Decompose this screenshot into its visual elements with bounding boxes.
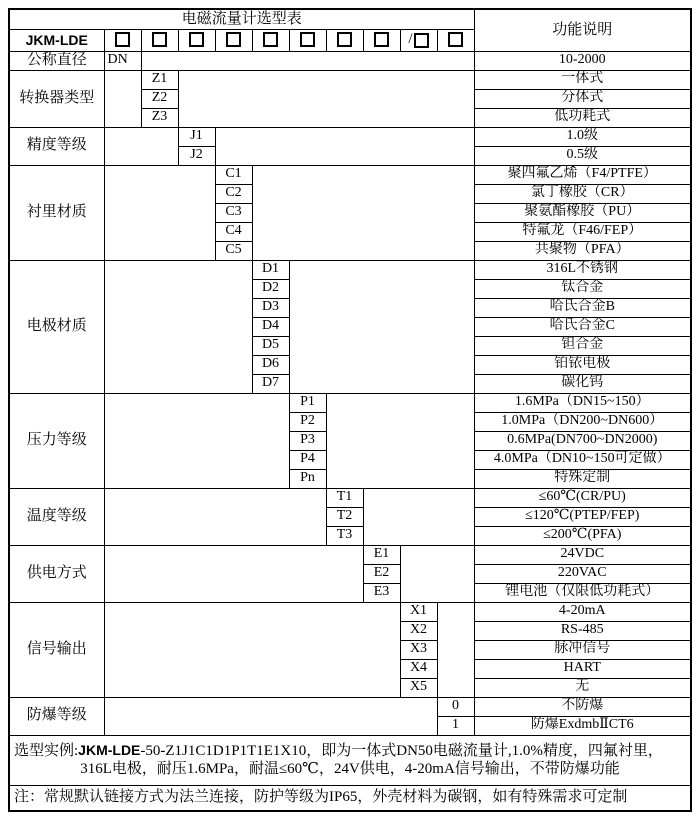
checkbox-icon (337, 32, 352, 47)
blank-cell (400, 545, 474, 602)
desc-cell: ≤60℃(CR/PU) (474, 488, 691, 507)
section-label-nominal-diameter: 公称直径 (9, 51, 104, 70)
checkbox-icon (374, 32, 389, 47)
desc-cell: 聚四氟乙烯（F4/PTFE） (474, 165, 691, 184)
desc-cell: 10-2000 (474, 51, 691, 70)
note-row (9, 785, 691, 811)
desc-cell: 防爆ExdmbⅡCT6 (474, 716, 691, 735)
blank-cell (141, 51, 474, 70)
example-row (9, 735, 691, 785)
model-code-cell (178, 29, 215, 51)
table-row (9, 260, 691, 279)
section-label-accuracy-class: 精度等级 (9, 127, 104, 165)
table-row (9, 165, 691, 184)
selection-example (9, 735, 691, 785)
desc-cell: 24VDC (474, 545, 691, 564)
desc-cell: 碳化钨 (474, 374, 691, 393)
code-cell: X2 (400, 621, 437, 640)
blank-cell (104, 602, 400, 697)
blank-cell (104, 393, 289, 488)
model-code-cell (252, 29, 289, 51)
example-line1 (14, 742, 686, 760)
model-prefix: JKM-LDE (9, 29, 104, 51)
code-cell: T1 (326, 488, 363, 507)
code-cell: D5 (252, 336, 289, 355)
checkbox-icon (115, 32, 130, 47)
section-label-pressure-rating: 压力等级 (9, 393, 104, 488)
example-line1-rest: -50-Z1J1C1D1P1T1E1X10，即为一体式DN50电磁流量计,1.0%精度，四氟衬里， (140, 743, 663, 760)
code-cell: E2 (363, 564, 400, 583)
code-cell: J2 (178, 146, 215, 165)
desc-cell: 脉冲信号 (474, 640, 691, 659)
desc-cell: 共聚物（PFA） (474, 241, 691, 260)
page-title: 电磁流量计选型表 (9, 9, 474, 29)
blank-cell (178, 70, 474, 127)
blank-cell (104, 488, 326, 545)
desc-cell: RS-485 (474, 621, 691, 640)
model-code-cell (215, 29, 252, 51)
table-row (9, 697, 691, 716)
section-label-converter-type: 转换器类型 (9, 70, 104, 127)
desc-cell: ≤120℃(PTEP/FEP) (474, 507, 691, 526)
desc-cell: ≤200℃(PFA) (474, 526, 691, 545)
code-cell: D2 (252, 279, 289, 298)
desc-cell: 钛合金 (474, 279, 691, 298)
desc-cell: 特氟龙（F46/FEP） (474, 222, 691, 241)
desc-cell: 1.6MPa（DN15~150） (474, 393, 691, 412)
checkbox-icon (189, 32, 204, 47)
model-code-cell (400, 29, 437, 51)
table-row (9, 393, 691, 412)
code-cell: D3 (252, 298, 289, 317)
code-cell: D1 (252, 260, 289, 279)
code-cell: E1 (363, 545, 400, 564)
desc-cell: 铂铱电极 (474, 355, 691, 374)
checkbox-icon (300, 32, 315, 47)
desc-cell: 1.0级 (474, 127, 691, 146)
table-row (9, 488, 691, 507)
model-code-cell (141, 29, 178, 51)
model-code-cell (363, 29, 400, 51)
model-code-cell (326, 29, 363, 51)
checkbox-icon (448, 32, 463, 47)
section-label-liner-material: 衬里材质 (9, 165, 104, 260)
blank-cell (289, 260, 474, 393)
code-cell: C4 (215, 222, 252, 241)
blank-cell (326, 393, 474, 488)
blank-cell (104, 545, 363, 602)
code-cell: Z3 (141, 108, 178, 127)
code-cell: P2 (289, 412, 326, 431)
checkbox-icon (152, 32, 167, 47)
code-cell: X1 (400, 602, 437, 621)
model-code-cell (289, 29, 326, 51)
desc-cell: 1.0MPa（DN200~DN600） (474, 412, 691, 431)
desc-cell: 低功耗式 (474, 108, 691, 127)
code-cell: 1 (437, 716, 474, 735)
code-cell: 0 (437, 697, 474, 716)
selection-table (8, 8, 692, 812)
code-cell: C1 (215, 165, 252, 184)
blank-cell (252, 165, 474, 260)
checkbox-icon (226, 32, 241, 47)
desc-cell: 一体式 (474, 70, 691, 89)
blank-cell (363, 488, 474, 545)
code-cell: P1 (289, 393, 326, 412)
example-model-code: JKM-LDE (78, 742, 141, 759)
table-row (9, 545, 691, 564)
checkbox-icon (263, 32, 278, 47)
code-cell: D6 (252, 355, 289, 374)
code-cell: P4 (289, 450, 326, 469)
footnote: 注：常规默认链接方式为法兰连接，防护等级为IP65，外壳材料为碳钢，如有特殊需求可定制 (9, 785, 691, 811)
desc-cell: 哈氏合金C (474, 317, 691, 336)
desc-cell: 氯丁橡胶（CR） (474, 184, 691, 203)
code-cell: C5 (215, 241, 252, 260)
section-label-electrode-material: 电极材质 (9, 260, 104, 393)
desc-cell: 分体式 (474, 89, 691, 108)
slash-separator: / (408, 31, 413, 48)
desc-cell: 钽合金 (474, 336, 691, 355)
section-label-explosion-proof: 防爆等级 (9, 697, 104, 735)
code-cell: Pn (289, 469, 326, 488)
checkbox-icon (414, 33, 429, 48)
code-cell: X3 (400, 640, 437, 659)
code-cell: E3 (363, 583, 400, 602)
code-cell: Z1 (141, 70, 178, 89)
code-cell: DN (104, 51, 141, 70)
code-cell: C3 (215, 203, 252, 222)
section-label-power-supply: 供电方式 (9, 545, 104, 602)
table-row (9, 127, 691, 146)
blank-cell (104, 165, 215, 260)
desc-cell: 4-20mA (474, 602, 691, 621)
desc-cell: 0.6MPa(DN700~DN2000) (474, 431, 691, 450)
desc-cell: 4.0MPa（DN10~150可定做） (474, 450, 691, 469)
table-row (9, 9, 691, 29)
desc-cell: 聚氨酯橡胶（PU） (474, 203, 691, 222)
example-line2: 316L电极，耐压1.6MPa，耐温≤60℃，24V供电，4-20mA信号输出，不带防爆功能 (80, 760, 620, 777)
model-code-cell (437, 29, 474, 51)
code-cell: C2 (215, 184, 252, 203)
code-cell: X5 (400, 678, 437, 697)
desc-cell: 哈氏合金B (474, 298, 691, 317)
code-cell: D4 (252, 317, 289, 336)
model-code-cell (104, 29, 141, 51)
blank-cell (437, 602, 474, 697)
section-label-signal-output: 信号输出 (9, 602, 104, 697)
blank-cell (104, 70, 141, 127)
blank-cell (215, 127, 474, 165)
code-cell: T3 (326, 526, 363, 545)
desc-cell: 220VAC (474, 564, 691, 583)
function-column-header: 功能说明 (474, 9, 691, 51)
blank-cell (104, 697, 437, 735)
desc-cell: 316L不锈钢 (474, 260, 691, 279)
desc-cell: 特殊定制 (474, 469, 691, 488)
code-cell: D7 (252, 374, 289, 393)
desc-cell: 无 (474, 678, 691, 697)
desc-cell: HART (474, 659, 691, 678)
section-label-temperature-rating: 温度等级 (9, 488, 104, 545)
table-row (9, 51, 691, 70)
blank-cell (104, 260, 252, 393)
example-prefix: 选型实例: (14, 743, 79, 760)
desc-cell: 不防爆 (474, 697, 691, 716)
table-row (9, 602, 691, 621)
code-cell: P3 (289, 431, 326, 450)
code-cell: X4 (400, 659, 437, 678)
code-cell: T2 (326, 507, 363, 526)
desc-cell: 锂电池（仅限低功耗式） (474, 583, 691, 602)
code-cell: Z2 (141, 89, 178, 108)
blank-cell (104, 127, 178, 165)
desc-cell: 0.5级 (474, 146, 691, 165)
table-row (9, 70, 691, 89)
code-cell: J1 (178, 127, 215, 146)
